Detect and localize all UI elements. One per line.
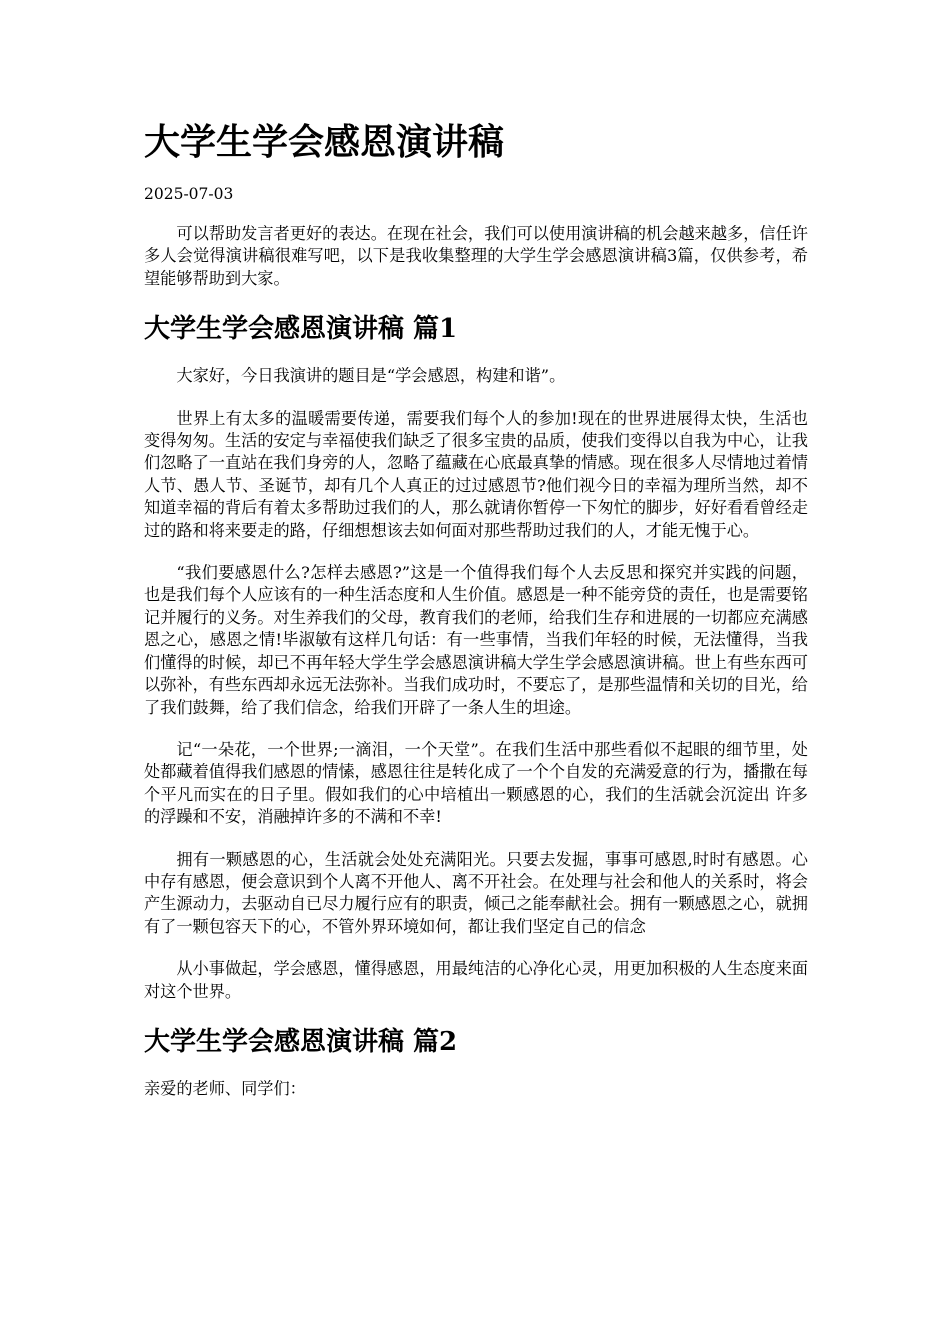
section-heading-2: 大学生学会感恩演讲稿 篇2 [144,1026,458,1057]
paragraph: 从小事做起，学会感恩，懂得感恩，用最纯洁的心净化心灵，用更加积极的人生态度来面对这个世界。 [144,959,808,1001]
paragraph: 世界上有太多的温暖需要传递，需要我们每个人的参加!现在的世界进展得太快，生活也变得匆匆。生活的安定与幸福使我们缺乏了很多宝贵的品质，使我们变得以自我为中心，让我们忽略了一直站在我们身旁的人，忽略了蕴藏在心底最真挚的情感。现在很多人尽情地过着情人节、愚人节、圣诞节，却有几个人真正的过过感恩节?他们视今日的幸福为理所当然，却不知道幸福的背后有着太多帮助过我们的人，那么就请你暂停一下匆忙的脚步，好好看看曾经走过的路和将来要走的路，仔细想想该去如何面对那些帮助过我们的人，才能无愧于心。 [144,408,808,540]
page-title: 大学生学会感恩演讲稿 [144,121,505,163]
section-heading-1: 大学生学会感恩演讲稿 篇1 [144,314,458,345]
paragraph: 拥有一颗感恩的心，生活就会处处充满阳光。只要去发掘，事事可感恩,时时有感恩。心中存有感恩，便会意识到个人离不开他人、离不开社会。在处理与社会和他人的关系时，将会产生源动力，去驱动自已尽力履行应有的职责，倾己之能奉献社会。拥有一颗感恩之心，就拥有了一颗包容天下的心，不管外界环境如何，都让我们坚定自己的信念 [144,849,808,936]
paragraph: 大家好，今日我演讲的题目是“学会感恩，构建和谐”。 [176,366,566,386]
paragraph: “我们要感恩什么?怎样去感恩?”这是一个值得我们每个人去反思和探究并实践的问题，也是我们每个人应该有的一种生活态度和人生价值。感恩是一种不能旁贷的责任，也是需要铭记并履行的义务。对生养我们的父母，教育我们的老师，给我们生存和进展的一切都应充满感恩之心，感恩之情!毕淑敏有这样几句话：有一些事情，当我们年轻的时候，无法懂得，当我们懂得的时候，却已不再年轻大学生学会感恩演讲稿大学生学会感恩演讲稿。世上有些东西可以弥补，有些东西却永远无法弥补。当我们成功时，不要忘了，是那些温情和关切的目光，给了我们鼓舞，给了我们信念，给我们开辟了一条人生的坦途。 [144,563,808,717]
publish-date: 2025-07-03 [144,185,234,203]
intro-paragraph: 可以帮助发言者更好的表达。在现在社会，我们可以使用演讲稿的机会越来越多，信任许多人会觉得演讲稿很难写吧，以下是我收集整理的大学生学会感恩演讲稿3篇，仅供参考，希望能够帮助到大家。 [144,224,808,288]
paragraph: 记“一朵花，一个世界;一滴泪，一个天堂”。在我们生活中那些看似不起眼的细节里，处处都藏着值得我们感恩的情愫，感恩往往是转化成了一个个自发的充满爱意的行为，播撒在每个平凡而实在的日子里。假如我们的心中培植出一颗感恩的心，我们的生活就会沉淀出 许多的浮躁和不安，消融掉许多的不满和不幸! [144,739,808,827]
salutation: 亲爱的老师、同学们： [144,1078,306,1098]
document-body [144,223,808,1120]
